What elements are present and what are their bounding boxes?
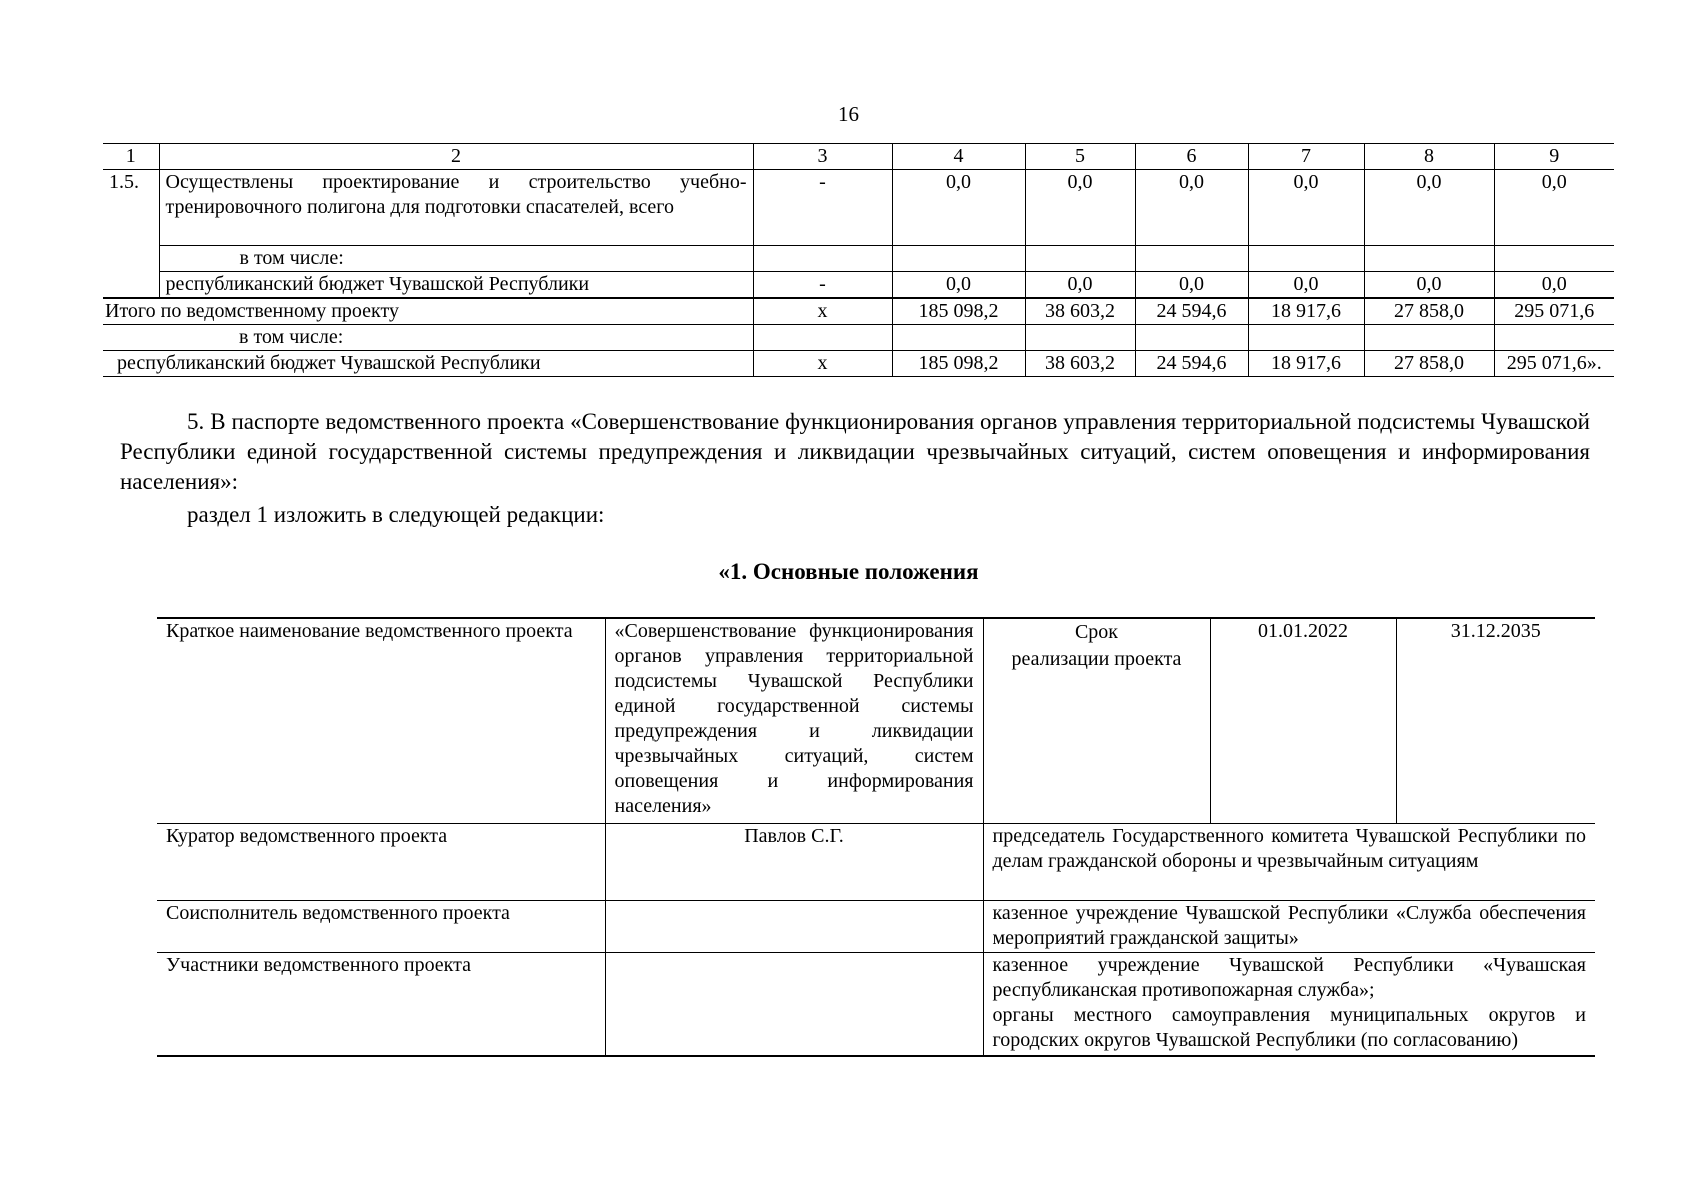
paragraph-5: 5. В паспорте ведомственного проекта «Совершенствование функционирования органов управления территориальной подсистемы Чувашской Республики единой государственной системы предупреждения и ликвидации чрезвычайных ситуаций, систем оповещения и информирования населения»: (120, 409, 1590, 494)
term-label-line2: реализации проекта (1011, 648, 1182, 670)
table-row (157, 824, 1595, 901)
header-cell: 2 (159, 144, 753, 170)
cell-value: 0,0 (1248, 272, 1364, 299)
cell-value: 185 098,2 (892, 298, 1025, 325)
table-row (103, 170, 1614, 246)
cell-value: 38 603,2 (1025, 351, 1135, 377)
header-cell: 5 (1025, 144, 1135, 170)
cell-value: 0,0 (1364, 272, 1494, 299)
cell-value: 0,0 (1025, 272, 1135, 299)
header-cell: 3 (753, 144, 892, 170)
row-name: Осуществлены проектирование и строительство учебно-тренировочного полигона для подготовки спасателей, всего (159, 170, 753, 246)
cell-value: 18 917,6 (1248, 298, 1364, 325)
table-row (103, 246, 1614, 272)
cell-value: х (753, 351, 892, 377)
cell-value: 0,0 (1248, 170, 1364, 246)
row-number: 1.5. (103, 170, 159, 299)
coexecutor-value: казенное учреждение Чувашской Республики «Служба обеспечения мероприятий гражданской защиты» (983, 901, 1595, 953)
page-number: 16 (838, 102, 859, 126)
cell-value: 0,0 (1135, 170, 1248, 246)
including-label: в том числе: (103, 325, 753, 351)
table-row (157, 901, 1595, 953)
cell-value: 0,0 (892, 170, 1025, 246)
coexecutor-label: Соисполнитель ведомственного проекта (157, 901, 605, 953)
cell-value: 0,0 (1494, 272, 1614, 299)
table-row (103, 351, 1614, 377)
row-name: республиканский бюджет Чувашской Республики (103, 351, 753, 377)
cell-value: 24 594,6 (1135, 351, 1248, 377)
cell-value: 0,0 (1494, 170, 1614, 246)
section-title: «1. Основные положения (718, 559, 979, 584)
participant-1: казенное учреждение Чувашской Республики «Чувашская республиканская противопожарная служба»; (992, 954, 1586, 1001)
term-start: 01.01.2022 (1210, 618, 1396, 824)
cell-value: 0,0 (892, 272, 1025, 299)
cell-value: 295 071,6». (1494, 351, 1614, 377)
header-cell: 6 (1135, 144, 1248, 170)
term-label-line1: Срок (1074, 621, 1119, 643)
cell-value: х (753, 298, 892, 325)
term-end: 31.12.2035 (1396, 618, 1595, 824)
table-header-row (103, 144, 1614, 170)
header-cell: 7 (1248, 144, 1364, 170)
total-label: Итого по ведомственному проекту (103, 298, 753, 325)
participants-label: Участники ведомственного проекта (157, 953, 605, 1057)
cell-value: 0,0 (1025, 170, 1135, 246)
cell-value: 27 858,0 (1364, 351, 1494, 377)
cell-value: - (753, 170, 892, 246)
participant-2: органы местного самоуправления муниципальных округов и городских округов Чувашской Республики (по согласованию) (992, 1004, 1586, 1051)
cell-value: 185 098,2 (892, 351, 1025, 377)
header-cell: 4 (892, 144, 1025, 170)
table-row (103, 272, 1614, 299)
header-cell: 8 (1364, 144, 1494, 170)
table-row (157, 618, 1595, 824)
cell-value: 295 071,6 (1494, 298, 1614, 325)
cell-value: 0,0 (1364, 170, 1494, 246)
short-name-label: Краткое наименование ведомственного проекта (157, 618, 605, 824)
paragraph-section-instruction: раздел 1 изложить в следующей редакции: (187, 502, 605, 527)
curator-name: Павлов С.Г. (605, 824, 983, 901)
curator-label: Куратор ведомственного проекта (157, 824, 605, 901)
cell-value: 0,0 (1135, 272, 1248, 299)
term-label (983, 618, 1210, 824)
cell-value: 18 917,6 (1248, 351, 1364, 377)
including-label: в том числе: (159, 246, 753, 272)
budget-table (103, 143, 1614, 377)
table-row (157, 953, 1595, 1057)
short-name-value: «Совершенствование функционирования органов управления территориальной подсистемы Чувашской Республики единой государственной системы предупреждения и ликвидации чрезвычайных ситуаций, систем оповещения и информирования населения» (605, 618, 983, 824)
cell-value: 27 858,0 (1364, 298, 1494, 325)
table-row-total (103, 298, 1614, 325)
header-cell: 1 (103, 144, 159, 170)
passport-table (157, 617, 1595, 1057)
cell-value: 38 603,2 (1025, 298, 1135, 325)
table-row (103, 325, 1614, 351)
participants-value (983, 953, 1595, 1057)
cell-value: - (753, 272, 892, 299)
cell-value: 24 594,6 (1135, 298, 1248, 325)
curator-position: председатель Государственного комитета Чувашской Республики по делам гражданской обороны и чрезвычайным ситуациям (983, 824, 1595, 901)
header-cell: 9 (1494, 144, 1614, 170)
row-name: республиканский бюджет Чувашской Республики (159, 272, 753, 299)
